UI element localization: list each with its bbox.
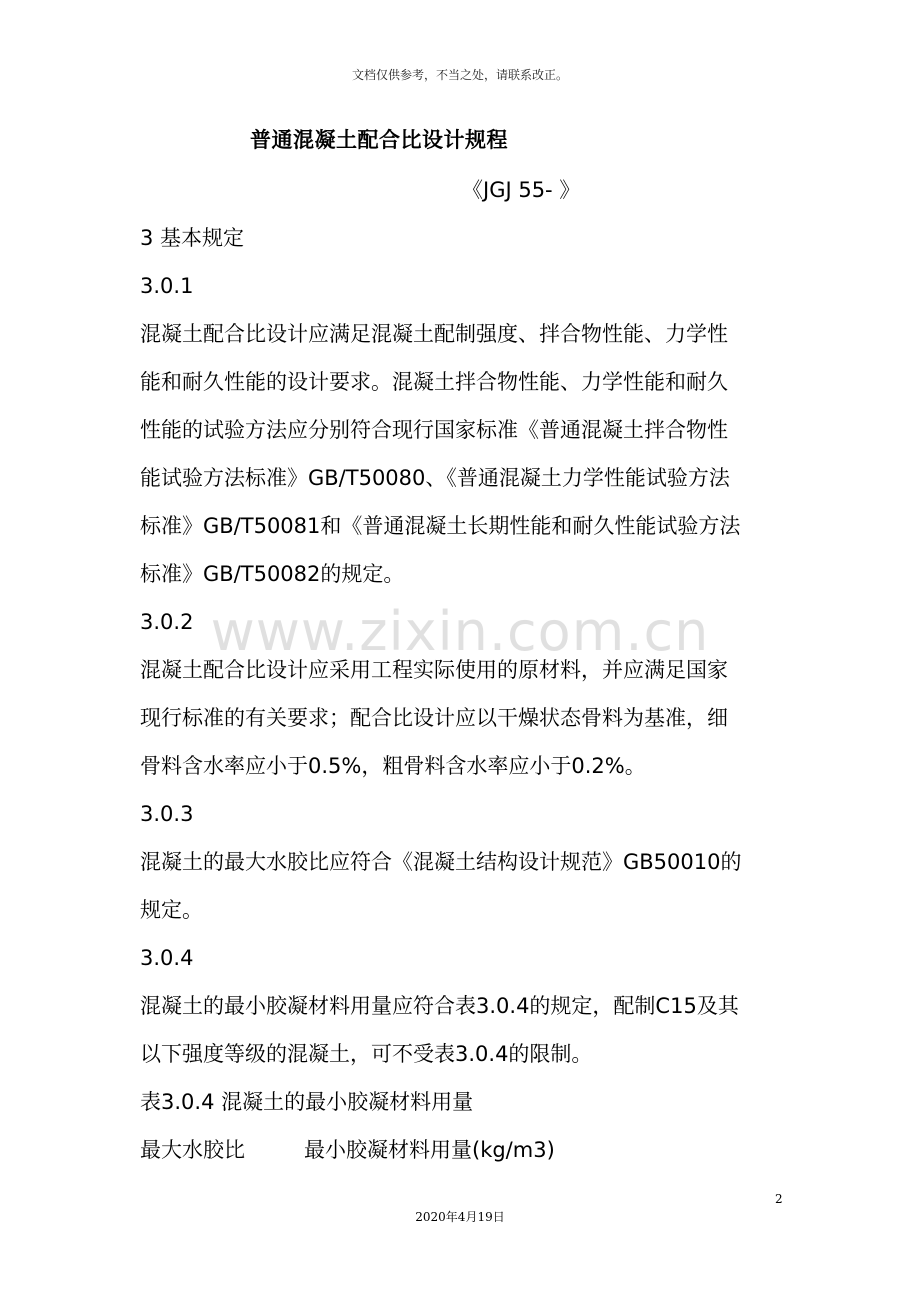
header-note: 文档仅供参考，不当之处，请联系改正。 bbox=[351, 68, 568, 82]
document-title: 普通混凝土配合比设计规程 bbox=[250, 128, 508, 152]
paragraph-line: 能试验方法标准》GB/T50080、《普通混凝土力学性能试验方法 bbox=[140, 466, 730, 490]
standard-code: 《JGJ 55- 》 bbox=[462, 178, 581, 202]
paragraph-line: 骨料含水率应小于0.5%，粗骨料含水率应小于0.2%。 bbox=[140, 754, 646, 778]
paragraph-line: 混凝土的最大水胶比应符合《混凝土结构设计规范》GB50010的 bbox=[140, 850, 742, 874]
paragraph-line: 混凝土配合比设计应采用工程实际使用的原材料，并应满足国家 bbox=[140, 658, 728, 682]
section-heading: 3 基本规定 bbox=[140, 226, 245, 250]
table-header-max-ratio: 最大水胶比 bbox=[140, 1138, 245, 1162]
watermark: www.zixin.com.cn bbox=[210, 600, 710, 663]
paragraph-line: 性能的试验方法应分别符合现行国家标准《普通混凝土拌合物性 bbox=[140, 418, 728, 442]
clause-number: 3.0.3 bbox=[140, 802, 194, 826]
footer-date: 2020年4月19日 bbox=[415, 1210, 505, 1224]
paragraph-line: 以下强度等级的混凝土，可不受表3.0.4的限制。 bbox=[140, 1042, 593, 1066]
paragraph-line: 混凝土配合比设计应满足混凝土配制强度、拌合物性能、力学性 bbox=[140, 322, 728, 346]
paragraph-line: 能和耐久性能的设计要求。混凝土拌合物性能、力学性能和耐久 bbox=[140, 370, 728, 394]
paragraph-line: 现行标准的有关要求；配合比设计应以干燥状态骨料为基准，细 bbox=[140, 706, 728, 730]
table-header-min-binder: 最小胶凝材料用量(kg/m3) bbox=[304, 1138, 555, 1162]
table-header-row bbox=[140, 1126, 780, 1174]
paragraph-line: 规定。 bbox=[140, 898, 203, 922]
document-body bbox=[140, 214, 780, 1174]
page-number: 2 bbox=[775, 1192, 783, 1206]
clause-number: 3.0.1 bbox=[140, 274, 194, 298]
paragraph-line: 标准》GB/T50081和《普通混凝土长期性能和耐久性能试验方法 bbox=[140, 514, 741, 538]
clause-number: 3.0.4 bbox=[140, 946, 194, 970]
table-caption: 表3.0.4 混凝土的最小胶凝材料用量 bbox=[140, 1090, 474, 1114]
paragraph-line: 混凝土的最小胶凝材料用量应符合表3.0.4的规定，配制C15及其 bbox=[140, 994, 739, 1018]
clause-number: 3.0.2 bbox=[140, 610, 194, 634]
paragraph-line: 标准》GB/T50082的规定。 bbox=[140, 562, 405, 586]
